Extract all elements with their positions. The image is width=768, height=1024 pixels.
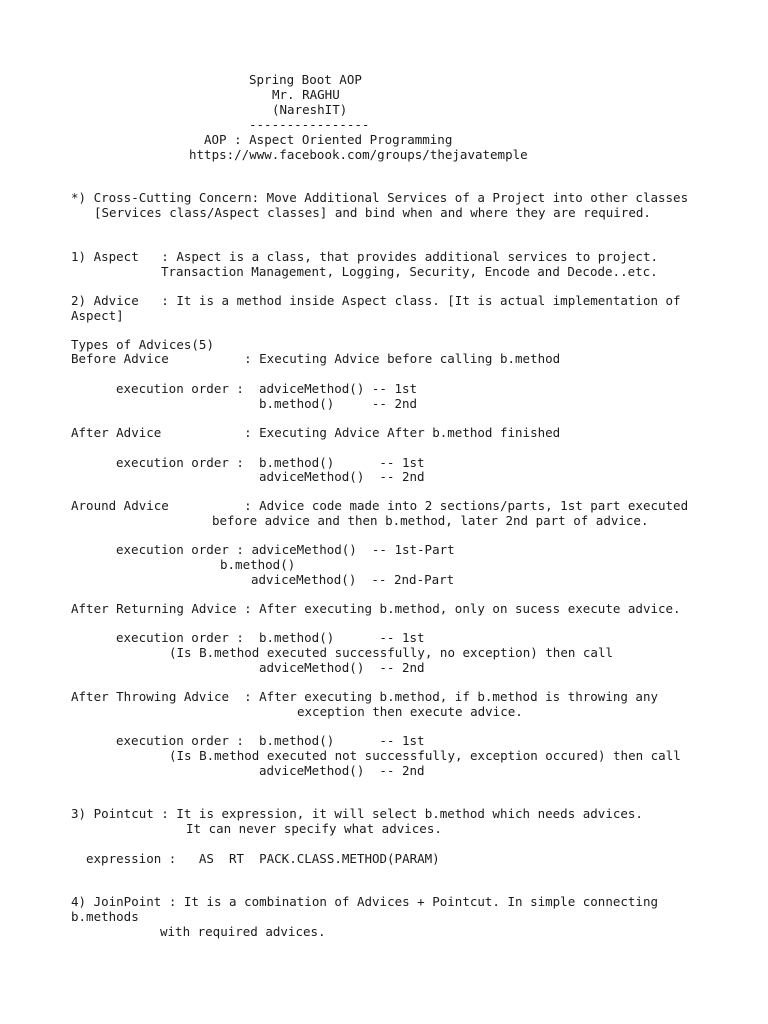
after-returning-title: After Returning Advice : After executing b.method, only on sucess execute advice. — [71, 601, 681, 616]
around-advice-order-2: b.method() — [220, 557, 296, 572]
before-advice-title: Before Advice : Executing Advice before calling b.method — [71, 351, 561, 366]
group-url: https://www.facebook.com/groups/thejavatemple — [189, 147, 528, 162]
after-throwing-order-1: execution order : b.method() -- 1st — [116, 733, 425, 748]
aspect-line-2: Transaction Management, Logging, Security, Encode and Decode..etc. — [161, 264, 658, 279]
advice-line-1: 2) Advice : It is a method inside Aspect class. [It is actual implementation of — [71, 293, 681, 308]
after-returning-order-3: adviceMethod() -- 2nd — [259, 660, 425, 675]
before-advice-order-2: b.method() -- 2nd — [259, 396, 418, 411]
after-throwing-order-3: adviceMethod() -- 2nd — [259, 763, 425, 778]
aspect-line-1: 1) Aspect : Aspect is a class, that provides additional services to project. — [71, 249, 658, 264]
intro-line-1: *) Cross-Cutting Concern: Move Additional Services of a Project into other classes — [71, 190, 689, 205]
header-divider: ---------------- — [249, 117, 370, 132]
org-name: (NareshIT) — [272, 102, 348, 117]
pointcut-expression: expression : AS RT PACK.CLASS.METHOD(PARAM) — [86, 851, 440, 866]
before-advice-order-1: execution order : adviceMethod() -- 1st — [116, 381, 418, 396]
doc-subtitle: AOP : Aspect Oriented Programming — [204, 132, 453, 147]
after-advice-title: After Advice : Executing Advice After b.method finished — [71, 425, 561, 440]
joinpoint-line-3: with required advices. — [160, 924, 326, 939]
after-advice-order-2: adviceMethod() -- 2nd — [259, 469, 425, 484]
around-advice-title: Around Advice : Advice code made into 2 sections/parts, 1st part executed — [71, 498, 689, 513]
joinpoint-line-2: b.methods — [71, 909, 139, 924]
author-name: Mr. RAGHU — [272, 87, 340, 102]
pointcut-line-1: 3) Pointcut : It is expression, it will select b.method which needs advices. — [71, 806, 643, 821]
advice-line-2: Aspect] — [71, 308, 124, 323]
after-throwing-title: After Throwing Advice : After executing b.method, if b.method is throwing any — [71, 689, 658, 704]
doc-title: Spring Boot AOP — [249, 72, 362, 87]
after-advice-order-1: execution order : b.method() -- 1st — [116, 455, 425, 470]
intro-line-2: [Services class/Aspect classes] and bind when and where they are required. — [94, 205, 651, 220]
after-returning-order-1: execution order : b.method() -- 1st — [116, 630, 425, 645]
advice-types-heading: Types of Advices(5) — [71, 337, 214, 352]
after-throwing-order-2: (Is B.method executed not successfully, exception occured) then call — [169, 748, 681, 763]
around-advice-title-2: before advice and then b.method, later 2nd part of advice. — [212, 513, 649, 528]
around-advice-order-1: execution order : adviceMethod() -- 1st-Part — [116, 542, 455, 557]
after-returning-order-2: (Is B.method executed successfully, no exception) then call — [169, 645, 614, 660]
pointcut-line-2: It can never specify what advices. — [186, 821, 442, 836]
around-advice-order-3: adviceMethod() -- 2nd-Part — [251, 572, 455, 587]
after-throwing-title-2: exception then execute advice. — [297, 704, 523, 719]
joinpoint-line-1: 4) JoinPoint : It is a combination of Advices + Pointcut. In simple connecting — [71, 894, 658, 909]
